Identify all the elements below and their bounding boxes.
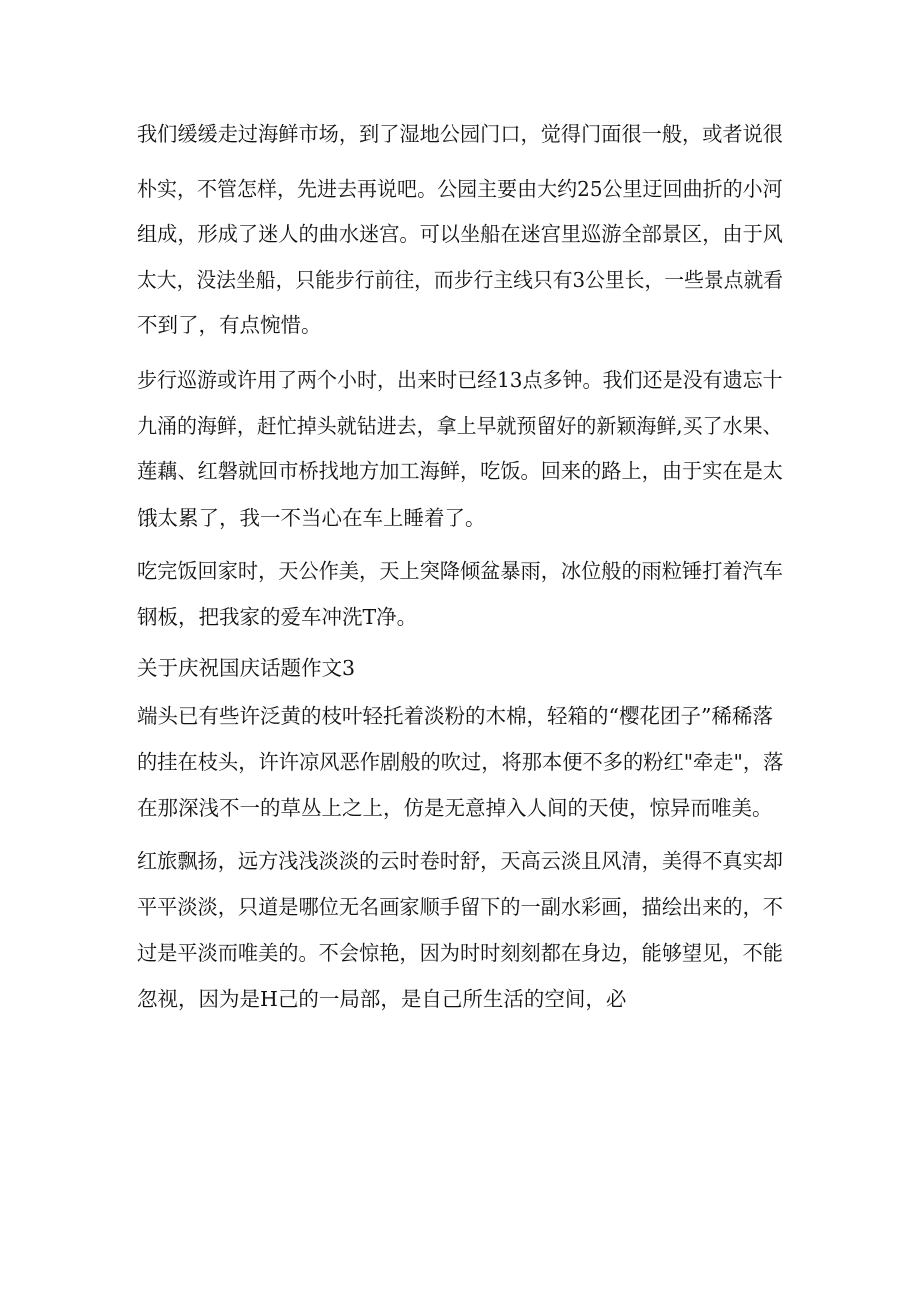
text-line: 饿太累了，我一不当心在车上睡着了。: [137, 506, 486, 530]
text-line: 太大，没法坐船，只能步行前往，而步行主线只有3公里长，一些景点就看: [137, 268, 784, 292]
text-line: 红旅飘扬，远方浅浅淡淡的云时卷时舒，天高云淡且风清，美得不真实却: [137, 849, 783, 873]
text-line: 忽视，因为是H己的一局部，是自己所生活的空间，必: [137, 987, 627, 1011]
text-line: 朴实，不管怎样，先进去再说吧。公园主要由大约25公里迂回曲折的小河: [137, 177, 783, 201]
text-line: 端头已有些许泛黄的枝叶轻托着淡粉的木棉，轻箱的“樱花团子”稀稀落: [137, 704, 773, 728]
text-line: 组成，形成了迷人的曲水迷宫。可以坐船在迷宫里巡游全部景区，由于风: [137, 222, 783, 246]
text-line: 九涌的海鲜，赶忙掉头就钻进去，拿上早就预留好的新颖海鲜,买了水果、: [137, 414, 783, 438]
text-line: 的挂在枝头，许许凉风恶作剧般的吹过，将那本便不多的粉红"牵走"，落: [137, 750, 784, 774]
text-line: 钢板，把我家的爱车冲洗T净。: [137, 605, 418, 629]
section-heading: 关于庆祝国庆话题作文3: [137, 656, 356, 680]
text-line: 吃完饭回家时，天公作美，天上突降倾盆暴雨，冰位般的雨粒锤打着汽车: [137, 559, 783, 583]
text-line: 步行巡游或许用了两个小时，出来时已经13点多钟。我们还是没有遗忘十: [137, 368, 783, 392]
text-line: 在那深浅不一的草丛上之上，仿是无意掉入人间的天使，惊异而唯美。: [137, 796, 773, 820]
text-line: 我们缓缓走过海鲜市场，到了湿地公园门口，觉得门面很一般，或者说很: [137, 122, 783, 146]
text-line: 平平淡淡，只道是哪位无名画家顺手留下的一副水彩画，描绘出来的，不: [137, 895, 783, 919]
text-line: 莲藕、红磐就回市桥找地方加工海鲜，吃饭。回来的路上，由于实在是太: [137, 459, 783, 483]
text-line: 过是平淡而唯美的。不会惊艳，因为时时刻刻都在身边，能够望见，不能: [137, 941, 783, 965]
text-line: 不到了，有点惋惜。: [137, 313, 322, 337]
